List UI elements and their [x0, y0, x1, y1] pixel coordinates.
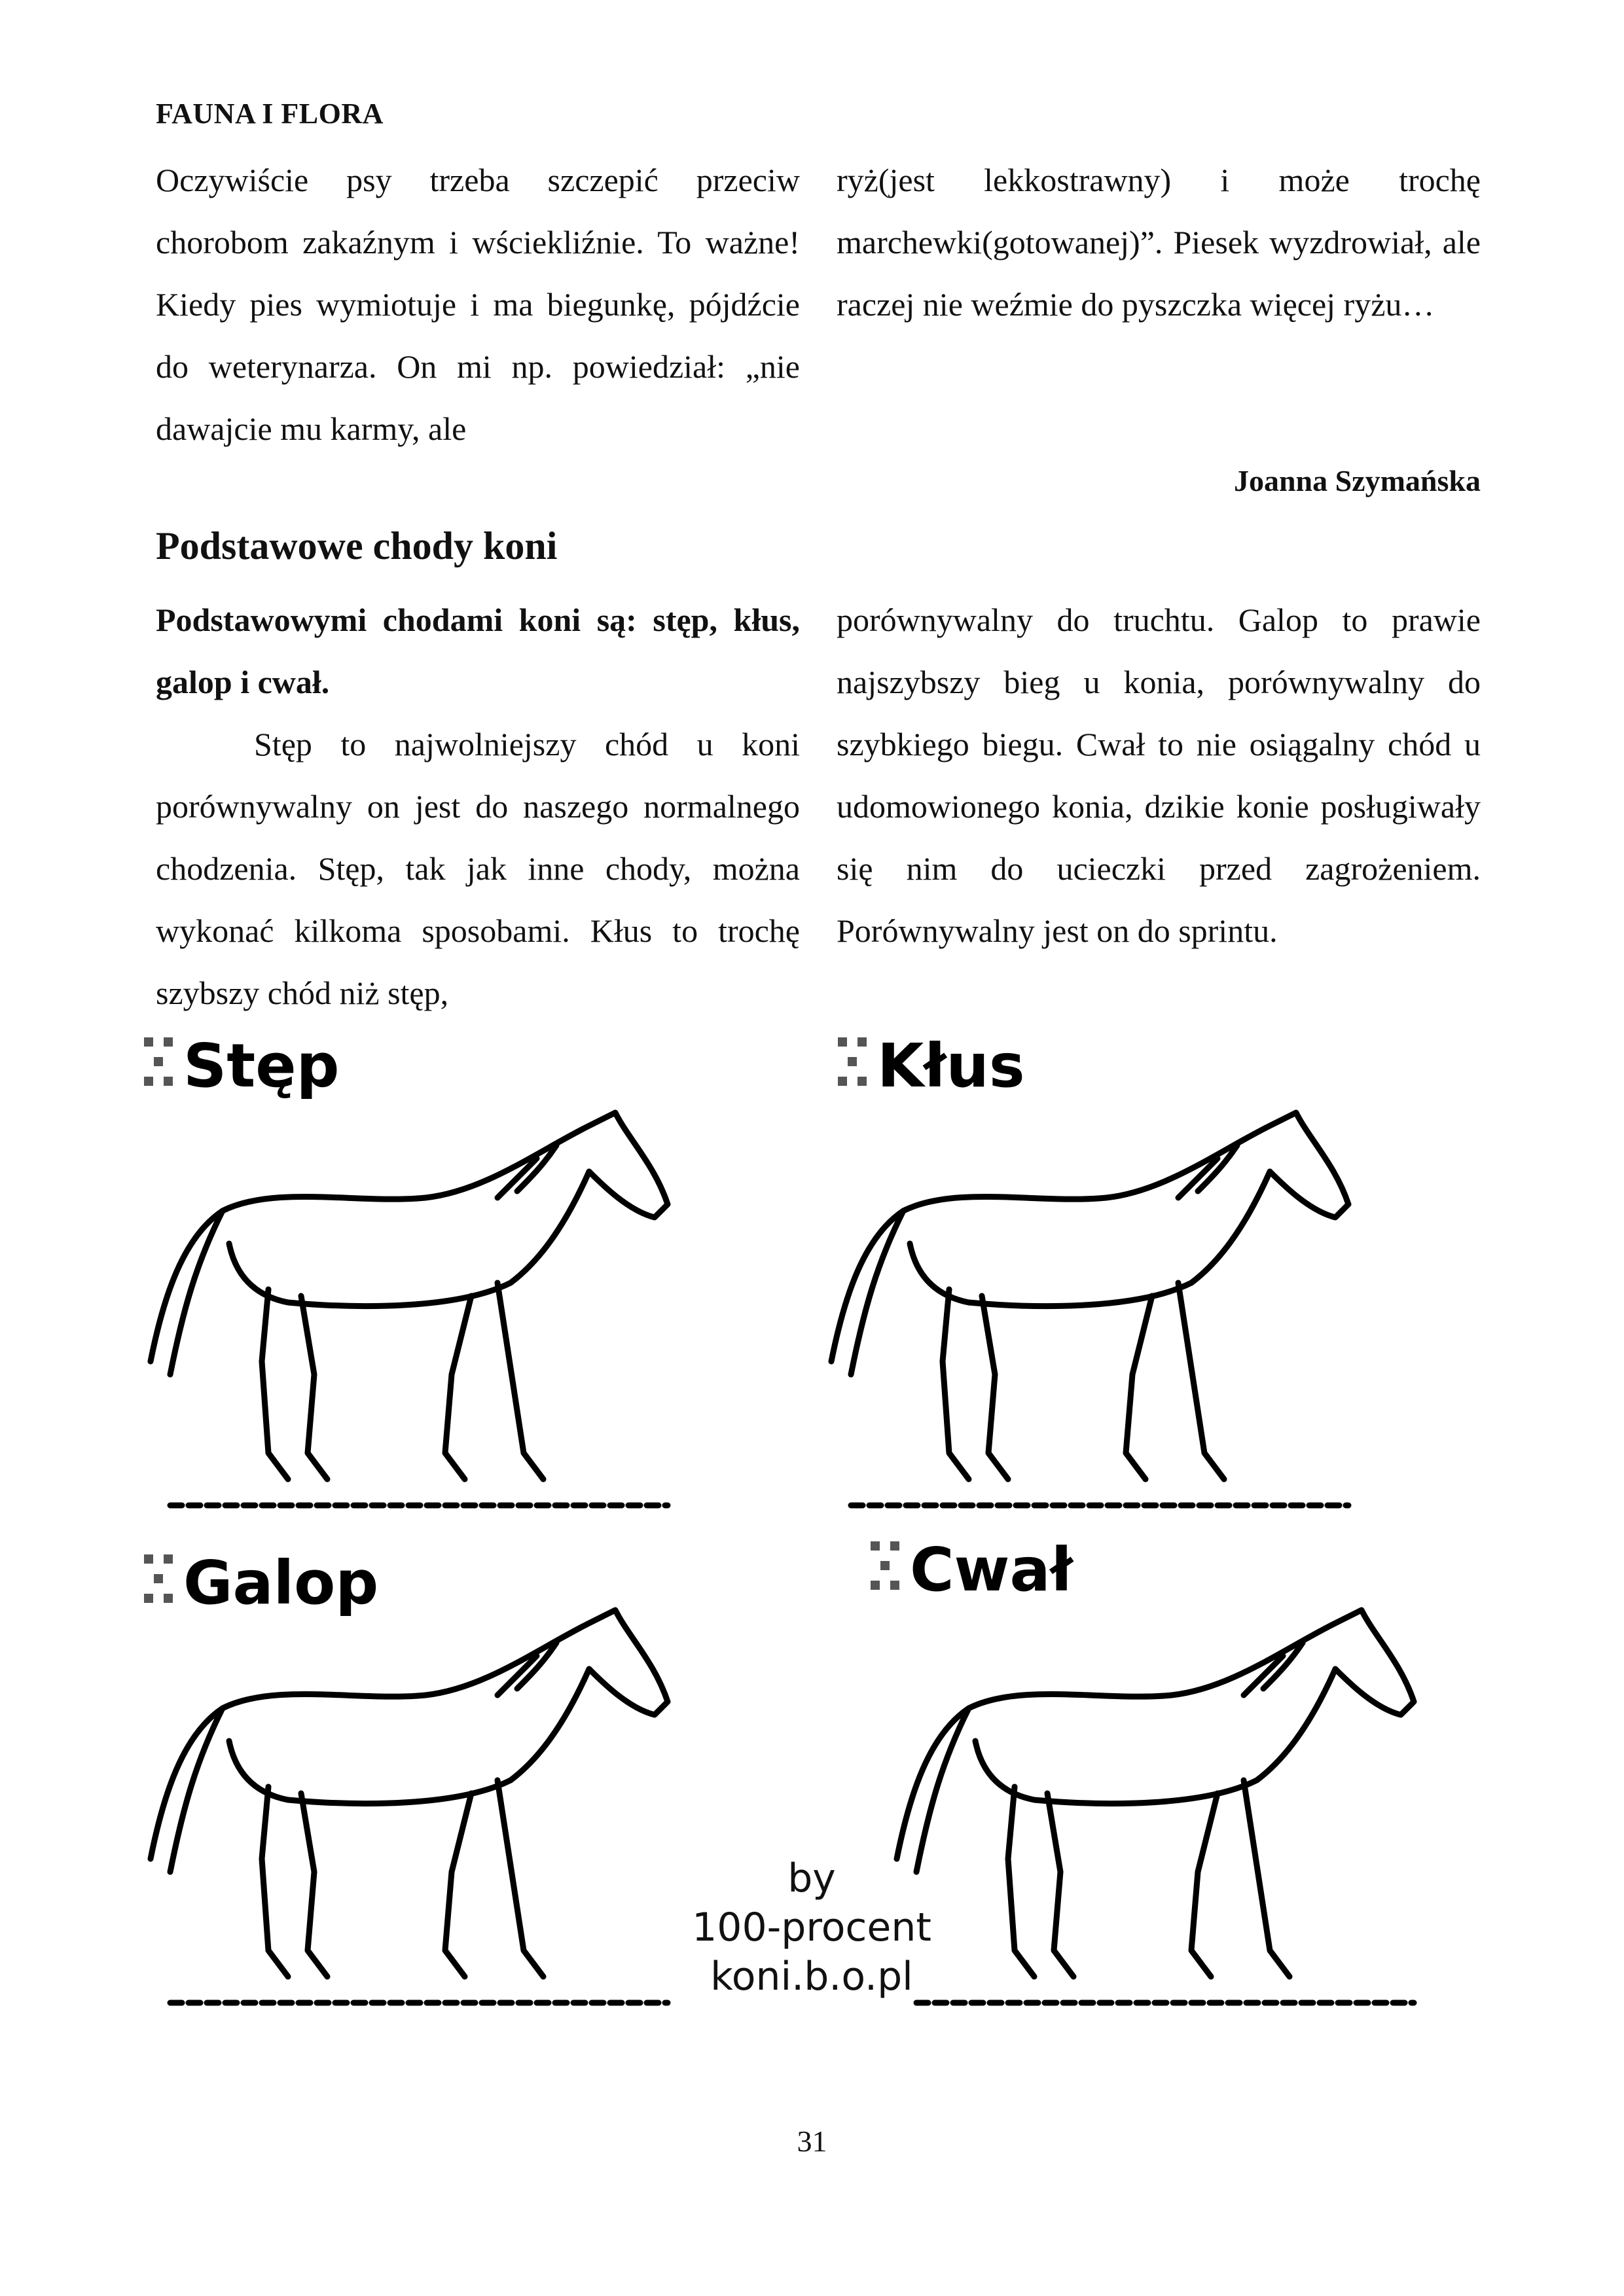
horse-gaits-figure [131, 1021, 1486, 2042]
article2-column-right [837, 589, 1481, 962]
sparkle-icon [144, 1554, 173, 1603]
article1-column-right [837, 149, 1481, 336]
sparkle-icon [871, 1541, 899, 1590]
article2-column-left [156, 589, 800, 1024]
credit-line-2: 100-procent [692, 1905, 931, 1950]
sparkle-icon [144, 1037, 173, 1086]
horse-illustration-klus [831, 1113, 1348, 1505]
gait-title-galop: Galop [183, 1548, 379, 1618]
gait-title-cwal: Cwał [910, 1535, 1073, 1605]
page-number: 31 [797, 2125, 827, 2158]
article2-text-left: Stęp to najwolniejszy chód u koni porównywalny on jest do naszego normalnego chodzenia. Stęp, tak jak inne chody, można wykonać kilkoma sposobami. Kłus to trochę szybszy chód niż stęp, [156, 726, 800, 1011]
gait-title-klus: Kłus [877, 1031, 1025, 1101]
image-credit [692, 1856, 931, 2000]
article1-text-right: ryż(jest lekkostrawny) i może trochę marchewki(gotowanej)”. Piesek wyzdrowiał, ale raczej nie weźmie do pyszczka więcej ryżu… [837, 162, 1481, 323]
gait-panel-galop [144, 1548, 668, 2003]
gait-panel-cwal [871, 1535, 1414, 2003]
article1-text-left: Oczywiście psy trzeba szczepić przeciw chorobom zakaźnym i wściekliźnie. To ważne! Kiedy pies wymiotuje i ma biegunkę, pójdźcie do weterynarza. On mi np. powiedział: „nie dawajcie mu karmy, ale [156, 162, 800, 447]
article1-author: Joanna Szymańska [1233, 464, 1481, 497]
credit-line-3: koni.b.o.pl [710, 1954, 913, 2000]
article2-text-right: porównywalny do truchtu. Galop to prawie najszybszy bieg u konia, porównywalny do szybkiego biegu. Cwał to nie osiągalny chód u udomowionego konia, dzikie konie posługiwały się nim do ucieczki przed zagrożeniem. Porównywalny jest on do sprintu. [837, 601, 1481, 949]
article2-heading: Podstawowe chody koni [156, 524, 558, 567]
horse-illustration-cwal [897, 1610, 1414, 2003]
section-label: FAUNA I FLORA [156, 98, 384, 130]
gait-panel-klus [831, 1031, 1348, 1505]
article1-column-left [156, 149, 800, 460]
gait-panel-step [144, 1031, 668, 1505]
credit-line-1: by [787, 1856, 836, 1901]
horse-illustration-galop [151, 1610, 668, 2003]
sparkle-icon [838, 1037, 867, 1086]
horse-illustration-step [151, 1113, 668, 1505]
article2-lead: Podstawowymi chodami koni są: stęp, kłus, galop i cwał. [156, 601, 800, 700]
gait-title-step: Stęp [183, 1031, 340, 1101]
